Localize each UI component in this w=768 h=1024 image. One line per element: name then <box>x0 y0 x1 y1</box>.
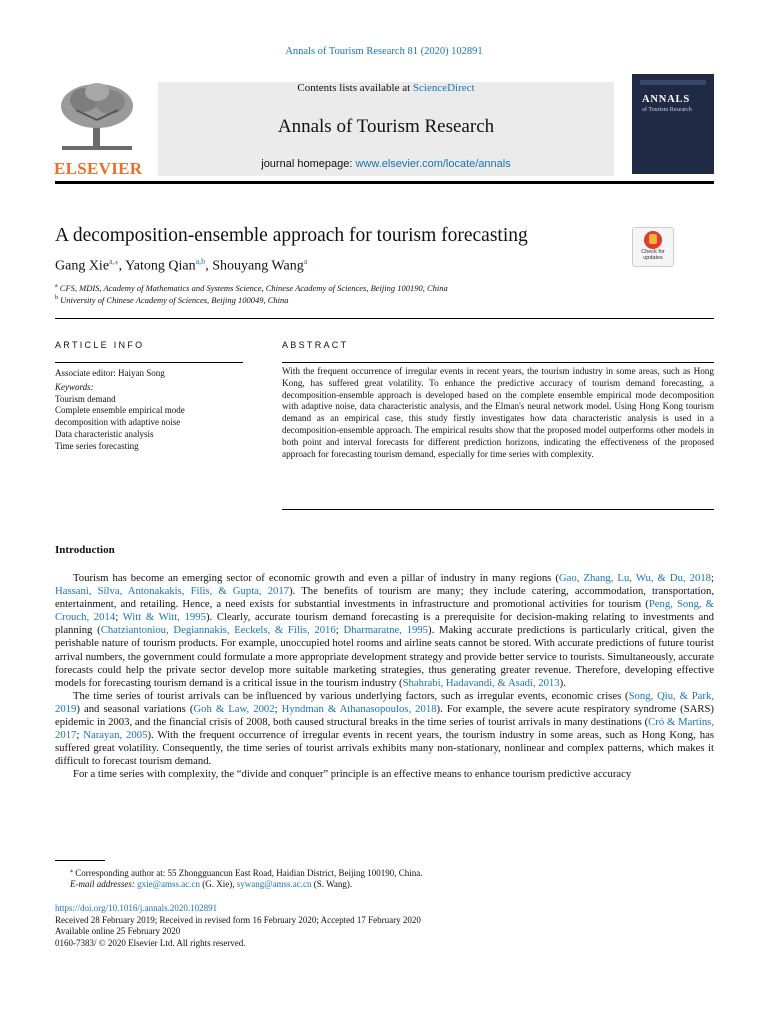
keyword: Data characteristic analysis <box>55 428 154 439</box>
homepage-line <box>158 158 614 170</box>
affiliation <box>55 295 288 305</box>
check-for-updates-button[interactable] <box>632 227 674 267</box>
check-updates-label: Check for updates <box>641 249 665 261</box>
citation-link[interactable]: Peng, Song, & Crouch, 2014 <box>55 598 714 624</box>
paragraph <box>55 768 714 781</box>
keyword: decomposition with adaptive noise <box>55 417 181 428</box>
publisher-name: ELSEVIER <box>54 159 143 178</box>
email-owner: (G. Xie), <box>199 879 237 889</box>
cover-title: ANNALS <box>642 94 690 105</box>
journal-name: Annals of Tourism Research <box>277 116 495 137</box>
cover-subtitle: of Tourism Research <box>642 107 692 113</box>
cover-bar <box>640 80 706 85</box>
affiliation-mark: b <box>55 295 58 302</box>
citation-link[interactable]: Shahrabi, Hadavandi, & Asadi, 2013 <box>402 676 560 689</box>
sciencedirect-link[interactable]: ScienceDirect <box>412 82 475 94</box>
paragraph <box>55 572 714 690</box>
article-footer <box>55 903 421 949</box>
journal-reference-link[interactable]: Annals of Tourism Research 81 (2020) 102891 <box>285 46 483 57</box>
citation-link[interactable]: Goh & Law, 2002 <box>193 702 275 715</box>
email-owner: (S. Wang). <box>311 879 353 889</box>
article-title: A decomposition-ensemble approach for tourism forecasting <box>55 225 528 246</box>
paragraph <box>55 690 714 769</box>
affiliation-mark: a <box>55 283 58 290</box>
section-rule <box>55 318 714 319</box>
abstract-text: With the frequent occurrence of irregular events in recent years, the tourism industry in some areas, such as Hong Kong, has suffered great volatility. To enhance the predictive accuracy of tourism demand forecasting, a decomposition-ensemble approach is developed based on the complete ensemble empirical mode decomposition with adaptive noise, data characteristic analysis, and the Elman's neural network model. Using Hong Kong tourism demand as an empirical case, this study firstly investigates how data characteristic analysis is used in a decomposition-ensemble approach. The empirical results show that the proposed model outperforms other models in both point and interval forecasts for different prediction horizons, indicating the effectiveness of the proposed approach for forecasting tourism demand, especially for time series with complexity. <box>282 366 714 459</box>
affiliation <box>55 283 448 293</box>
citation-link[interactable]: Witt & Witt, 1995 <box>122 611 206 624</box>
paragraph-text: Tourism has become an emerging sector of economic growth and even a pillar of industry in many regions ( <box>73 572 559 584</box>
paragraph-text: ). For example, the severe acute respiratory syndrome (SARS) epidemic in 2003, and the financial crisis of 2008, both caused structural breaks in the time series of tourist arrivals in many destinations ( <box>55 702 714 729</box>
introduction-heading: Introduction <box>55 544 115 556</box>
paragraph-text: The time series of tourist arrivals can be influenced by various underlying factors, such as irregular events, economic crises ( <box>73 689 629 702</box>
paragraph-text: For a time series with complexity, the “divide and conquer” principle is an effective means to enhance tourism predictive accuracy <box>73 768 632 781</box>
author-name: Shouyang Wang <box>212 258 304 274</box>
abstract-bottom-rule <box>282 509 714 510</box>
email-link[interactable]: sywang@amss.ac.cn <box>236 879 312 889</box>
abstract-heading: ABSTRACT <box>282 340 349 350</box>
paragraph-text: ). Making accurate predictions is particularly critical, given the perishable nature of tourism products. For example, unoccupied hotel rooms and airline seats cannot be stored. With accurate predictions of future tourist arrival numbers, the government could formulate a more appropriate development strategy and provide better service to tourists. Simultaneously, accurate forecasts could help the private sector develop more suitable marketing strategies, thus generating greater revenue. Therefore, developing effective models for forecasting tourism demand is a critical issue in the tourism industry ( <box>55 624 715 689</box>
email-footnote <box>70 879 352 889</box>
author-list: Gang Xie$^{a,⁎}$, Yatong Qian$^{a,b}$, Shouyang Wang$^a$ <box>55 257 308 274</box>
homepage-link[interactable]: www.elsevier.com/locate/annals <box>355 158 511 170</box>
doi-link[interactable]: https://doi.org/10.1016/j.annals.2020.102891 <box>55 903 218 913</box>
paragraph-text: ; <box>711 572 714 584</box>
paragraph-text: ). The benefits of tourism are many; they include catering, accommodation, transportation, entertainment, and retailing. Hence, a need exists for substantial investments in infrastructure and promotional activities for tourism ( <box>55 585 714 611</box>
author-affil-link[interactable]: a,b <box>195 257 206 266</box>
corresponding-footnote <box>70 867 422 878</box>
elsevier-logo <box>54 80 143 178</box>
author-name: Gang Xie <box>55 258 110 274</box>
footnote-rule <box>55 860 105 861</box>
contents-prefix: Contents lists available at <box>297 82 413 94</box>
check-updates-icon <box>644 231 662 249</box>
paragraph-text: ; <box>274 702 282 715</box>
citation-link[interactable]: Dharmaratne, 1995 <box>343 624 429 637</box>
keyword: Time series forecasting <box>55 440 139 451</box>
paragraph-text: ). Clearly, accurate tourism demand forecasting is a prerequisite for decision-making relating to investments and planning ( <box>55 611 714 637</box>
citation-link[interactable]: Chatziantoniou, Degiannakis, Eeckels, & Filis, 2016 <box>100 624 336 637</box>
email-link[interactable]: gxie@amss.ac.cn <box>137 879 200 889</box>
paragraph-text: ). With the frequent occurrence of irregular events in recent years, the tourism industry in some areas, such as Hong Kong, has suffered great volatility. Consequently, the time series of tourist arrivals exhibits many non-stationary, nonlinear and complex patterns, which makes it difficult to forecast tourism demand. <box>55 729 714 768</box>
affiliation-text: CFS, MDIS, Academy of Mathematics and Systems Science, Chinese Academy of Sciences, Beijing 100190, China <box>59 283 448 293</box>
paragraph-text: ; <box>335 624 344 637</box>
author-affil-link[interactable]: a,⁎ <box>109 257 119 266</box>
footnote-text: Corresponding author at: 55 Zhongguancun East Road, Haidian District, Beijing 100190, China. <box>75 868 423 878</box>
paragraph-text: ) and seasonal variations ( <box>76 702 194 715</box>
affiliation-text: University of Chinese Academy of Sciences, Beijing 100049, China <box>60 295 289 305</box>
keyword: Tourism demand <box>55 393 116 404</box>
received-dates: Received 28 February 2019; Received in revised form 16 February 2020; Accepted 17 February 2020 <box>55 914 421 925</box>
contents-line <box>158 82 614 94</box>
article-info-rule <box>55 362 243 363</box>
article-info <box>55 368 255 453</box>
online-date: Available online 25 February 2020 <box>55 926 181 937</box>
citation-link[interactable]: Narayan, 2005 <box>83 729 148 742</box>
homepage-prefix: journal homepage: <box>261 158 356 170</box>
paragraph-text: ). <box>559 676 566 689</box>
associate-editor: Associate editor: Haiyan Song <box>55 368 165 378</box>
citation-link[interactable]: Hassani, Silva, Antonakakis, Filis, & Gupta, 2017 <box>55 585 290 598</box>
journal-cover-image <box>632 74 714 174</box>
email-label: E-mail addresses: <box>70 879 138 889</box>
paragraph-text: ; <box>76 729 84 742</box>
journal-header-box <box>158 82 614 176</box>
author-name: Yatong Qian <box>125 258 196 274</box>
body-text <box>55 572 714 782</box>
paragraph-text: ; <box>115 611 123 624</box>
article-info-heading: ARTICLE INFO <box>55 340 145 350</box>
author-affil-link[interactable]: a <box>303 257 308 266</box>
abstract-rule <box>282 362 714 363</box>
footnote-mark: ⁎ <box>70 868 73 874</box>
citation-link[interactable]: Cró & Martins, 2017 <box>55 716 714 742</box>
header-rule <box>55 181 714 184</box>
keyword: Complete ensemble empirical mode <box>55 405 185 416</box>
citation-link[interactable]: Song, Qiu, & Park, 2019 <box>55 689 714 715</box>
elsevier-tree-icon <box>54 80 140 152</box>
keywords-label: Keywords: <box>55 381 94 392</box>
citation-link[interactable]: Hyndman & Athanasopoulos, 2018 <box>281 702 437 715</box>
citation-link[interactable]: Gao, Zhang, Lu, Wu, & Du, 2018 <box>558 572 712 584</box>
copyright: 0160-7383/ © 2020 Elsevier Ltd. All rights reserved. <box>55 937 246 948</box>
